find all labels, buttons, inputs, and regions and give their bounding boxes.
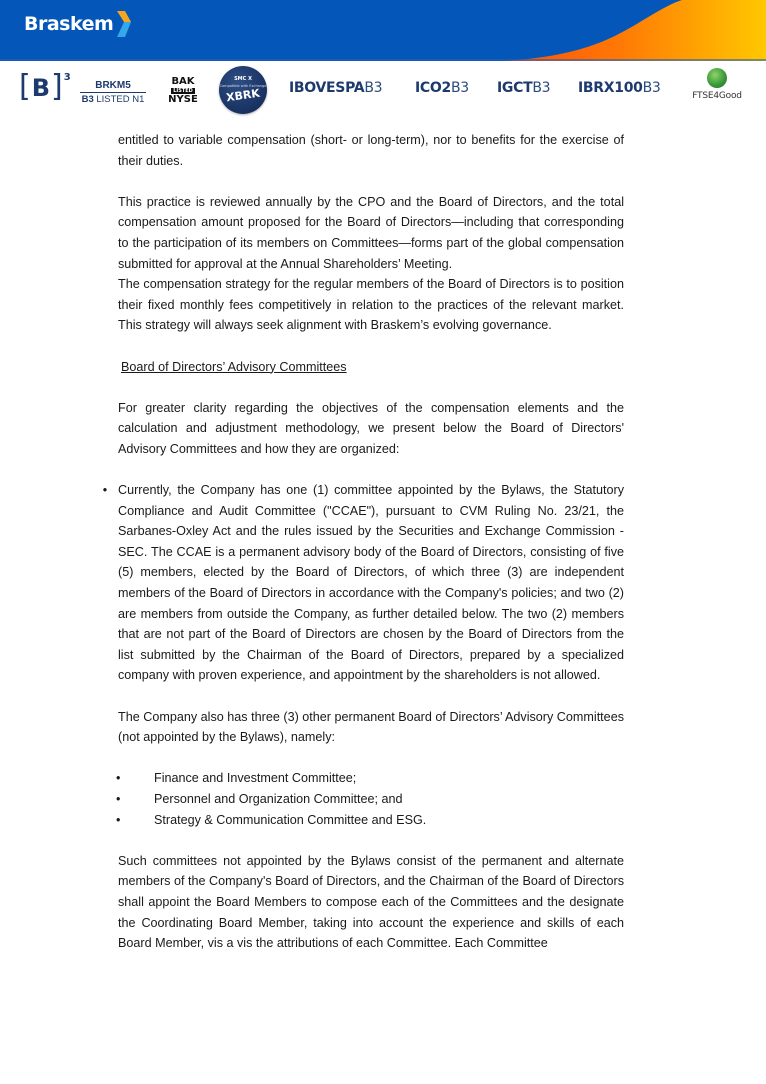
paragraph-annual-review: This practice is reviewed annually by the CPO and the Board of Directors, and the total compensation amount proposed for the Board of Directors—including that corresponding to the participation of its members on Committees—forms part of the global compensation submitted for approval at the Annual Shareholders’ Meeting.	[118, 194, 624, 271]
braskem-chevron-icon	[116, 9, 132, 39]
paragraph-compensation-strategy: The compensation strategy for the regular members of the Board of Directors is to position their fixed monthly fees competitively in relation to the practices of the relevant market. This strategy will always seek alignment with Braskem’s evolving governance.	[118, 277, 624, 333]
bullet-icon: •	[116, 812, 121, 827]
ftse4good-logo: FTSE4Good	[687, 68, 747, 101]
xbrk-badge-logo: SMC X Compatible with Exchange XBRK	[219, 66, 267, 114]
bullet-icon: •	[116, 771, 121, 786]
brand-name: Braskem	[24, 13, 114, 35]
bak-nyse-listed-logo: BAK LISTED NYSE	[168, 76, 198, 105]
brkm5-b3-listed-logo: BRKM5 B3 LISTED N1	[81, 80, 145, 105]
b3-logo: [ B ] 3	[19, 69, 71, 104]
paragraph-variable-compensation: entitled to variable compensation (short- or long-term), nor to benefits for the exercise of their duties.	[118, 133, 624, 168]
list-item: • Finance and Investment Committee;	[118, 768, 624, 789]
braskem-logo[interactable]	[24, 9, 132, 39]
section-heading-advisory-committees: Board of Directors’ Advisory Committees	[121, 359, 347, 374]
globe-icon	[707, 68, 727, 88]
bullet-icon: •	[116, 792, 121, 806]
ibrx100-b3-logo: IBRX100B3	[578, 80, 661, 96]
committee-list	[118, 768, 624, 830]
paragraph-other-committees: The Company also has three (3) other permanent Board of Directors’ Advisory Committees (not appointed by the Bylaws), namely:	[118, 709, 624, 745]
paragraph-clarity-intro: For greater clarity regarding the objectives of the compensation elements and the calculation and adjustment methodology, we present below the Board of Directors' Advisory Committees and how they are organized:	[118, 400, 624, 456]
list-item: • Personnel and Organization Committee; and	[118, 789, 624, 810]
ibovespa-b3-logo: IBOVESPAB3	[289, 80, 383, 96]
bullet-text: Currently, the Company has one (1) committee appointed by the Bylaws, the Statutory Compliance and Audit Committee ("CCAE"), pursuant to CVM Ruling No. 23/21, the Sarbanes-Oxley Act and the rules issued by the Securities and Exchange Commission - SEC. The CCAE is a permanent advisory body of the Board of Directors, consisting of five (5) members, elected by the Board of Directors, of which three (3) are independent members of the Board of Directors in accordance with the Company's policies; and two (2) are members from outside the Company, as further detailed below. The two (2) members that are not part of the Board of Directors are chosen by the Board of Directors from the list submitted by the Chairman of the Board of Directors, prepared by a specialized company with proven experience, and appointment by the shareholders is not allowed.	[118, 483, 624, 683]
header-banner	[0, 0, 766, 61]
ico2-b3-logo: ICO2B3	[415, 80, 469, 96]
list-item: • Strategy & Communication Committee and ESG.	[118, 810, 624, 831]
igct-b3-logo: IGCTB3	[497, 80, 551, 96]
bullet-ccae-committee	[102, 480, 624, 686]
certification-logos-row	[0, 62, 766, 116]
paragraph-committee-composition: Such committees not appointed by the Bylaws consist of the permanent and alternate members of the Company's Board of Directors, and the Chairman of the Board of Directors shall appoint the Board Members to compose each of the Committees and the designate the Coordinating Board Member, taking into account the experience and skills of each Board Member, vis a vis the attributions of each Committee. Each Committee	[118, 853, 624, 951]
document-body	[102, 130, 624, 954]
bullet-icon: •	[102, 483, 108, 498]
